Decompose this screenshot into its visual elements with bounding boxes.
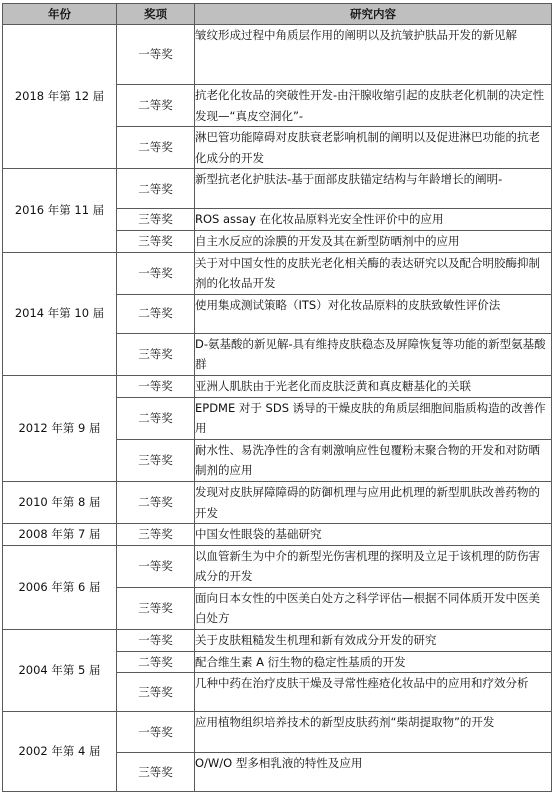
award-cell: 二等奖 — [117, 169, 195, 209]
award-cell: 三等奖 — [117, 753, 195, 792]
table-row — [3, 252, 552, 294]
content-cell: EPDME 对于 SDS 诱导的干燥皮肤的角质层细胞间脂质构造的改善作用 — [195, 397, 552, 439]
content-cell: 配合维生素 A 衍生物的稳定性基质的开发 — [195, 651, 552, 673]
table-row — [3, 712, 552, 753]
year-cell: 2010 年第 8 届 — [3, 481, 117, 523]
content-cell: 几种中药在治疗皮肤干燥及寻常性痤疮化妆品中的应用和疗效分析 — [195, 673, 552, 712]
content-cell: ROS assay 在化妆品原料光安全性评价中的应用 — [195, 209, 552, 231]
content-cell: 关于对中国女性的皮肤光老化相关酶的表达研究以及配合明胶酶抑制剂的化妆品开发 — [195, 252, 552, 294]
year-cell: 2002 年第 4 届 — [3, 712, 117, 792]
table-row — [3, 524, 552, 546]
award-cell: 二等奖 — [117, 85, 195, 127]
award-cell: 三等奖 — [117, 587, 195, 629]
table-row — [3, 25, 552, 85]
content-cell: 淋巴管功能障碍对皮肤衰老影响机制的阐明以及促进淋巴功能的抗老化成分的开发 — [195, 127, 552, 169]
content-cell: 以血管新生为中介的新型光伤害机理的探明及立足于该机理的防伤害成分的开发 — [195, 545, 552, 587]
awards-table — [2, 3, 552, 792]
content-cell: 使用集成测试策略（ITS）对化妆品原料的皮肤致敏性评价法 — [195, 294, 552, 333]
year-cell: 2004 年第 5 届 — [3, 630, 117, 712]
content-cell: 中国女性眼袋的基础研究 — [195, 524, 552, 546]
table-row — [3, 169, 552, 209]
award-cell: 三等奖 — [117, 524, 195, 546]
content-cell: D-氨基酸的新见解-具有维持皮肤稳态及屏障恢复等功能的新型氨基酸群 — [195, 333, 552, 375]
table-row — [3, 375, 552, 397]
award-cell: 二等奖 — [117, 127, 195, 169]
content-cell: 抗老化化妆品的突破性开发-由汗腺收缩引起的皮肤老化机制的决定性发现—“真皮空洞化”- — [195, 85, 552, 127]
award-cell: 二等奖 — [117, 397, 195, 439]
table-row — [3, 545, 552, 587]
content-cell: 发现对皮肤屏障障碍的防御机理与应用此机理的新型肌肤改善药物的开发 — [195, 481, 552, 523]
year-cell: 2016 年第 11 届 — [3, 169, 117, 252]
content-cell: 耐水性、易洗净性的含有刺激响应性包覆粉末聚合物的开发和对防晒制剂的应用 — [195, 439, 552, 481]
award-cell: 三等奖 — [117, 333, 195, 375]
year-cell: 2008 年第 7 届 — [3, 524, 117, 546]
award-cell: 三等奖 — [117, 673, 195, 712]
award-cell: 二等奖 — [117, 294, 195, 333]
header-row — [3, 4, 552, 25]
award-cell: 一等奖 — [117, 375, 195, 397]
content-cell: 新型抗老化护肤法-基于面部皮肤锚定结构与年龄增长的阐明- — [195, 169, 552, 209]
year-cell: 2018 年第 12 届 — [3, 25, 117, 169]
content-cell: O/W/O 型多相乳液的特性及应用 — [195, 753, 552, 792]
award-cell: 三等奖 — [117, 439, 195, 481]
content-cell: 亚洲人肌肤由于光老化而皮肤泛黄和真皮糖基化的关联 — [195, 375, 552, 397]
award-cell: 二等奖 — [117, 651, 195, 673]
header-award: 奖项 — [117, 4, 195, 25]
year-cell: 2006 年第 6 届 — [3, 545, 117, 629]
award-cell: 一等奖 — [117, 25, 195, 85]
table-header — [3, 4, 552, 25]
content-cell: 关于皮肤粗糙发生机理和新有效成分开发的研究 — [195, 630, 552, 652]
year-cell: 2012 年第 9 届 — [3, 375, 117, 481]
table-row — [3, 630, 552, 652]
content-cell: 面向日本女性的中医美白处方之科学评估—根据不同体质开发中医美白处方 — [195, 587, 552, 629]
award-cell: 一等奖 — [117, 252, 195, 294]
award-cell: 三等奖 — [117, 230, 195, 252]
content-cell: 自主水反应的涂膜的开发及其在新型防晒剂中的应用 — [195, 230, 552, 252]
header-content: 研究内容 — [195, 4, 552, 25]
table-row — [3, 481, 552, 523]
award-cell: 三等奖 — [117, 209, 195, 231]
content-cell: 应用植物组织培养技术的新型皮肤药剂“柴胡提取物”的开发 — [195, 712, 552, 753]
table-body — [3, 25, 552, 792]
award-cell: 一等奖 — [117, 545, 195, 587]
header-year: 年份 — [3, 4, 117, 25]
award-cell: 一等奖 — [117, 630, 195, 652]
year-cell: 2014 年第 10 届 — [3, 252, 117, 375]
award-cell: 一等奖 — [117, 712, 195, 753]
content-cell: 皱纹形成过程中角质层作用的阐明以及抗皱护肤品开发的新见解 — [195, 25, 552, 85]
award-cell: 二等奖 — [117, 481, 195, 523]
